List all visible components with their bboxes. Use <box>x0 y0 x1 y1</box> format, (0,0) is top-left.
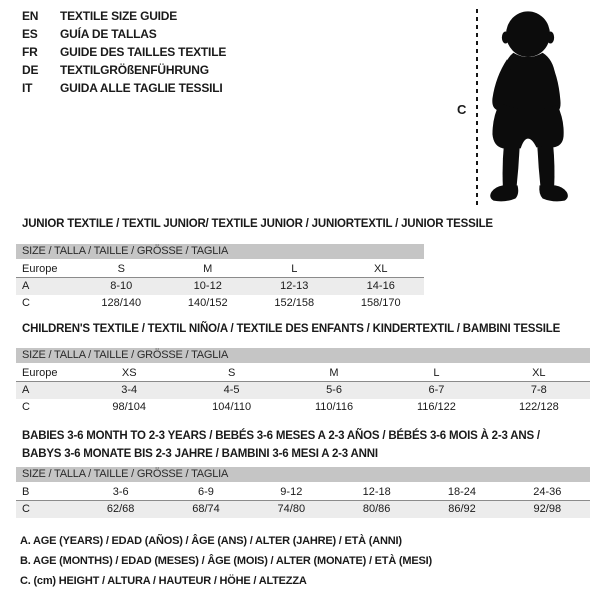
babies-size-table <box>16 467 590 518</box>
language-label: GUÍA DE TALLAS <box>60 27 157 41</box>
table-cell: 10-12 <box>193 280 222 292</box>
language-code: EN <box>22 9 39 23</box>
language-row-de <box>22 61 226 79</box>
table-row-c <box>16 501 590 518</box>
table-row-a <box>16 382 590 399</box>
note-c: C. (cm) HEIGHT / ALTURA / HAUTEUR / HÖHE / ALTEZZA <box>20 575 307 587</box>
size-header-bar: SIZE / TALLA / TAILLE / GRÖSSE / TAGLIA <box>16 348 590 363</box>
language-label: GUIDA ALLE TAGLIE TESSILI <box>60 81 223 95</box>
table-cell: 98/104 <box>112 401 147 413</box>
table-cell: 80/86 <box>362 503 391 515</box>
row-label: C <box>22 297 30 309</box>
language-label: GUIDE DES TAILLES TEXTILE <box>60 45 227 59</box>
table-cell: 92/98 <box>533 503 562 515</box>
row-label: A <box>22 384 30 396</box>
size-header-bar: SIZE / TALLA / TAILLE / GRÖSSE / TAGLIA <box>16 467 590 482</box>
table-cell: S <box>117 263 125 275</box>
size-header-bar: SIZE / TALLA / TAILLE / GRÖSSE / TAGLIA <box>16 244 424 259</box>
table-cell: 24-36 <box>533 486 562 498</box>
table-row-b <box>16 484 590 501</box>
table-cell: S <box>227 367 236 379</box>
table-row-c <box>16 295 424 312</box>
language-label: TEXTILE SIZE GUIDE <box>60 9 178 23</box>
baby-silhouette-icon <box>482 7 574 205</box>
table-cell: 6-7 <box>428 384 445 396</box>
table-cell: 122/128 <box>518 401 559 413</box>
table-cell: 6-9 <box>198 486 214 498</box>
height-dotted-line <box>476 9 478 209</box>
table-cell: 140/152 <box>187 297 228 309</box>
table-cell: 18-24 <box>447 486 477 498</box>
row-label: A <box>22 280 30 292</box>
table-cell: 74/80 <box>277 503 306 515</box>
table-cell: 104/110 <box>212 401 252 413</box>
language-row-fr <box>22 43 226 61</box>
language-code: ES <box>22 27 38 41</box>
table-row-a <box>16 278 424 295</box>
junior-size-table <box>16 244 424 312</box>
row-label: Europe <box>22 367 58 379</box>
table-cell: 4-5 <box>223 384 240 396</box>
table-cell: 3-6 <box>112 486 129 498</box>
note-b: B. AGE (MONTHS) / EDAD (MESES) / ÂGE (MOIS) / ALTER (MONATE) / ETÀ (MESI) <box>20 555 432 567</box>
babies-section-title-line2: BABYS 3-6 MONATE BIS 2-3 JAHRE / BAMBINI 3-6 MESI A 2-3 ANNI <box>22 448 378 460</box>
children-section-title: CHILDREN'S TEXTILE / TEXTIL NIÑO/A / TEXTILE DES ENFANTS / KINDERTEXTIL / BAMBINI TESSILE <box>22 323 561 335</box>
row-label: C <box>22 401 30 413</box>
table-cell: 12-18 <box>362 486 391 498</box>
language-row-it <box>22 79 226 97</box>
table-cell: XL <box>532 367 546 379</box>
table-cell: L <box>291 263 298 275</box>
table-cell: 128/140 <box>101 297 142 309</box>
junior-section-title: JUNIOR TEXTILE / TEXTIL JUNIOR/ TEXTILE JUNIOR / JUNIORTEXTIL / JUNIOR TESSILE <box>22 218 493 230</box>
language-code: DE <box>22 63 39 77</box>
table-cell: 62/68 <box>106 503 135 515</box>
table-cell: L <box>433 367 440 379</box>
table-cell: 12-13 <box>280 280 309 292</box>
table-row-c <box>16 399 590 416</box>
language-list <box>22 7 226 97</box>
table-cell: 9-12 <box>280 486 303 498</box>
table-row-europe <box>16 261 424 278</box>
table-cell: 116/122 <box>416 401 456 413</box>
table-cell: 86/92 <box>448 503 476 515</box>
table-cell: 110/116 <box>314 401 354 413</box>
babies-section-title-line1: BABIES 3-6 MONTH TO 2-3 YEARS / BEBÉS 3-6 MESES A 2-3 AÑOS / BÉBÉS 3-6 MOIS À 2-3 ANS / <box>22 430 540 442</box>
table-cell: 152/158 <box>274 297 315 309</box>
legend-notes <box>20 531 432 591</box>
language-code: FR <box>22 45 38 59</box>
table-cell: 5-6 <box>326 384 342 396</box>
children-size-table <box>16 348 590 416</box>
table-cell: M <box>203 263 213 275</box>
table-cell: 158/170 <box>360 297 401 309</box>
table-cell: XS <box>121 367 137 379</box>
table-cell: 7-8 <box>530 384 547 396</box>
height-c-label: C <box>457 102 467 117</box>
language-label: TEXTILGRÖßENFÜHRUNG <box>60 63 209 77</box>
table-cell: 8-10 <box>110 280 133 292</box>
table-cell: 14-16 <box>366 280 395 292</box>
table-cell: 68/74 <box>192 503 220 515</box>
row-label: Europe <box>22 263 58 275</box>
row-label: C <box>22 503 30 515</box>
language-row-en <box>22 7 226 25</box>
note-a: A. AGE (YEARS) / EDAD (AÑOS) / ÂGE (ANS) / ALTER (JAHRE) / ETÀ (ANNI) <box>20 535 402 547</box>
baby-figure <box>440 0 600 220</box>
row-label: B <box>22 486 30 498</box>
table-cell: XL <box>374 263 388 275</box>
table-cell: M <box>329 367 339 379</box>
table-row-europe <box>16 365 590 382</box>
language-code: IT <box>22 81 33 95</box>
table-cell: 3-4 <box>121 384 138 396</box>
language-row-es <box>22 25 226 43</box>
